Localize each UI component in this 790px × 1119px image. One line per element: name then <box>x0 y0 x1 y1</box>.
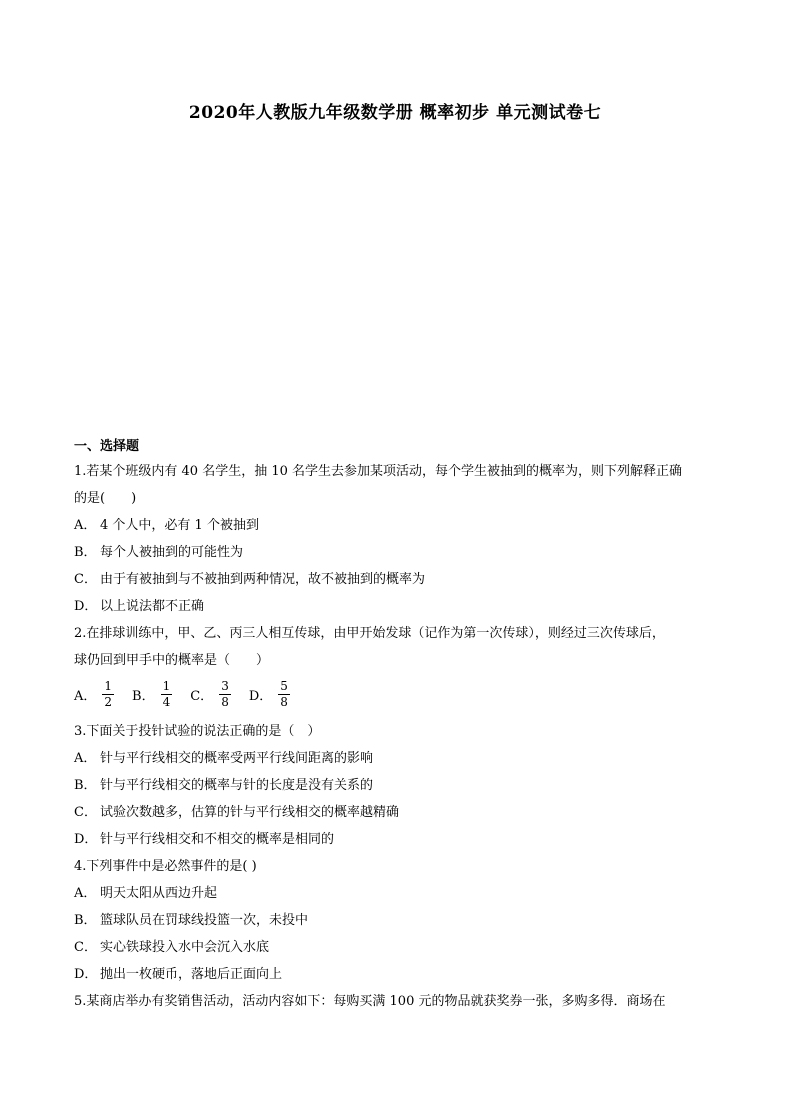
option-text: 明天太阳从西边升起 <box>100 886 218 901</box>
option-text: 针与平行线相交的概率与针的长度是没有关系的 <box>100 778 374 793</box>
denominator: 8 <box>280 694 288 709</box>
question-1-option-d <box>74 593 734 620</box>
question-4-option-d <box>74 961 734 988</box>
option-label: A． <box>74 688 97 704</box>
question-3-stem: 3.下面关于投针试验的说法正确的是（ ） <box>74 724 321 739</box>
numerator: 5 <box>280 678 288 693</box>
option-label: D． <box>74 967 98 982</box>
question-2-stem-line-1: 2.在排球训练中，甲、乙、丙三人相互传球，由甲开始发球（记作为第一次传球），则经过三次传球后， <box>74 626 665 641</box>
question-1-stem-line-1: 1.若某个班级内有 40 名学生，抽 10 名学生去参加某项活动，每个学生被抽到的概率为，则下列解释正确 <box>74 464 683 479</box>
question-4-option-c <box>74 934 734 961</box>
section-heading: 一、选择题 <box>74 439 140 454</box>
option-text: 由于有被抽到与不被抽到两种情况，故不被抽到的概率为 <box>100 572 426 587</box>
numerator: 1 <box>162 678 171 693</box>
option-label: D． <box>74 599 98 614</box>
option-label: B． <box>74 913 97 928</box>
option-label: B． <box>74 545 97 560</box>
question-3-option-c <box>74 799 734 826</box>
option-label: C． <box>190 688 214 704</box>
option-label: A． <box>74 751 97 766</box>
option-text: 以上说法都不正确 <box>100 599 205 614</box>
question-1-option-a <box>74 512 734 539</box>
option-text: 每个人被抽到的可能性为 <box>100 545 244 560</box>
option-label: C． <box>74 805 97 820</box>
numerator: 1 <box>104 678 113 693</box>
fraction <box>278 679 290 710</box>
question-1-option-b <box>74 539 734 566</box>
option-label: B． <box>132 688 155 704</box>
question-4-option-a <box>74 880 734 907</box>
question-1-option-c <box>74 566 734 593</box>
question-3-option-b <box>74 772 734 799</box>
question-3-option-d <box>74 826 734 853</box>
question-2-options <box>74 674 734 714</box>
option-text: 实心铁球投入水中会沉入水底 <box>100 940 270 955</box>
option-label: D． <box>74 832 98 847</box>
option-text: 针与平行线相交和不相交的概率是相同的 <box>100 832 335 847</box>
question-2-option-c <box>190 679 231 710</box>
option-label: C． <box>74 572 97 587</box>
question-2-option-b <box>132 679 172 710</box>
option-text: 抛出一枚硬币，落地后正面向上 <box>100 967 283 982</box>
option-label: A． <box>74 886 97 901</box>
option-text: 针与平行线相交的概率受两平行线间距离的影响 <box>100 751 374 766</box>
question-4-option-b <box>74 907 734 934</box>
option-label: B． <box>74 778 97 793</box>
denominator: 2 <box>104 694 113 709</box>
fraction <box>161 679 173 710</box>
question-3-option-a <box>74 745 734 772</box>
numerator: 3 <box>221 678 229 693</box>
option-text: 试验次数越多，估算的针与平行线相交的概率越精确 <box>100 805 400 820</box>
option-label: A． <box>74 518 97 533</box>
option-label: C． <box>74 940 97 955</box>
option-text: 4 个人中，必有 1 个被抽到 <box>100 518 259 533</box>
denominator: 4 <box>162 694 171 709</box>
question-2-option-d <box>249 679 290 710</box>
denominator: 8 <box>221 694 229 709</box>
question-2-stem-line-2: 球仍回到甲手中的概率是（ ） <box>74 653 270 668</box>
question-4-stem: 4.下列事件中是必然事件的是( ) <box>74 859 257 874</box>
option-label: D． <box>248 688 273 704</box>
fraction <box>102 679 114 710</box>
question-5-stem: 5.某商店举办有奖销售活动，活动内容如下：每购买满 100 元的物品就获奖券一张，多购多得．商场在 <box>74 994 666 1009</box>
fraction <box>219 679 231 710</box>
question-1-stem-line-2: 的是( ) <box>74 491 137 506</box>
question-list <box>74 436 734 1015</box>
question-2-option-a <box>74 679 114 710</box>
document-title: 2020年人教版九年级数学册 概率初步 单元测试卷七 <box>188 103 602 123</box>
option-text: 篮球队员在罚球线投篮一次，未投中 <box>100 913 309 928</box>
